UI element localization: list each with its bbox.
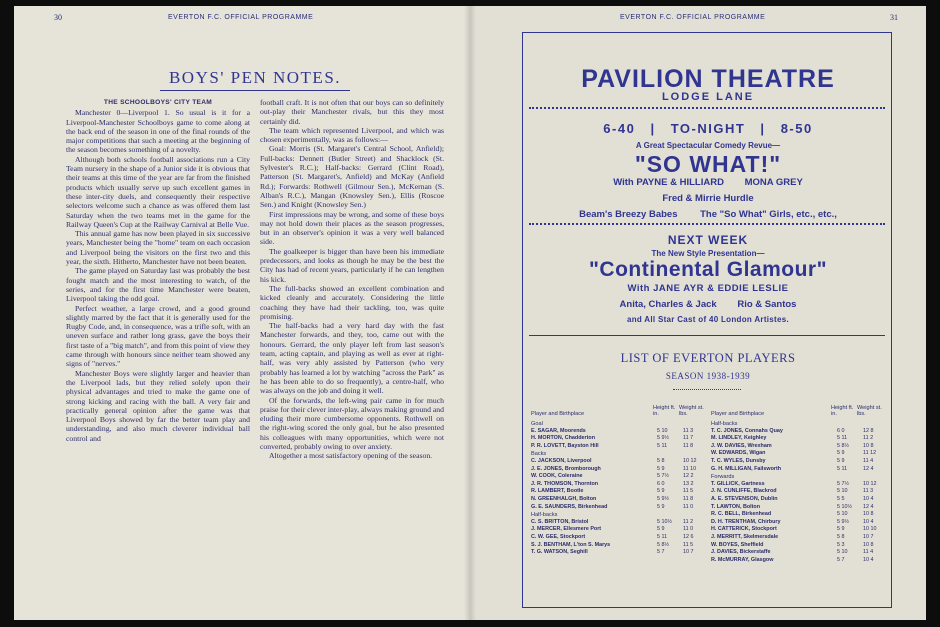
player-name: D. H. TRENTHAM, Chirbury	[711, 518, 781, 525]
player-row	[711, 458, 891, 465]
section-divider	[529, 335, 885, 336]
player-height: 5 7½	[837, 480, 849, 487]
player-name: W. EDWARDS, Wigan	[711, 450, 766, 457]
page-title: BOYS' PEN NOTES.	[168, 68, 342, 87]
show-title: "SO WHAT!"	[634, 151, 782, 177]
player-weight: 13 2	[683, 480, 694, 487]
player-weight: 11 7	[683, 435, 694, 442]
theatre-name: PAVILION THEATRE	[581, 65, 835, 93]
player-name: C. JACKSON, Liverpool	[531, 458, 592, 464]
player-weight: 11 0	[683, 526, 694, 533]
player-height: 5 10	[837, 488, 848, 495]
player-row	[711, 549, 891, 556]
player-height: 5 9½	[837, 518, 849, 525]
player-height: 5 10	[837, 511, 848, 518]
player-height: 5 9	[657, 503, 665, 510]
player-row	[531, 443, 711, 450]
position-group-label: Half-backs	[531, 512, 558, 519]
player-height: 5 5	[837, 496, 845, 502]
player-weight: 11 4	[863, 549, 874, 556]
col-header-weight-right: Weight st. lbs.	[857, 405, 882, 418]
col-header-player-right: Player and Birthplace	[711, 411, 765, 417]
player-row	[711, 557, 891, 564]
paragraph: Manchester Boys were slightly larger and heavier than the Liverpool lads, but they relied solely upon their physical advantages and tried to make the game one of strong kicking and racing with the ball. A very fair and practically general opinion after the game was that Liverpool Boys showed by far the better team play and understanding, and also much cleverer individual ball control and	[66, 368, 250, 443]
player-name: J. N. CUNLIFFE, Blackrod	[711, 488, 777, 495]
page-number-right: 31	[890, 13, 898, 22]
player-height: 5 7	[657, 549, 665, 556]
player-name: J. DAVIES, Bickerstaffe	[711, 549, 771, 556]
player-row	[531, 496, 711, 503]
player-weight: 11 5	[683, 541, 694, 548]
player-name: T. C. JONES, Connahs Quay	[711, 427, 783, 434]
player-weight: 10 8	[863, 511, 874, 518]
player-name: R. C. BELL, Birkenhead	[711, 511, 772, 518]
player-row	[531, 542, 711, 549]
showtime-late: 8-50	[780, 121, 813, 136]
article-column-2	[260, 98, 444, 461]
player-row	[531, 549, 711, 556]
page-number-left: 30	[54, 13, 62, 22]
player-row	[531, 458, 711, 465]
player-name: G. E. SAUNDERS, Birkenhead	[531, 503, 608, 510]
next-week-tagline: The New Style Presentation—	[651, 249, 765, 258]
paragraph: The game played on Saturday last was probably the best fought match and the most interesting to watch, of the series, and for the first time Manchester were beaten, Liverpool taking the odd goal.	[66, 266, 250, 304]
player-height: 5 9½	[657, 435, 669, 442]
cast-anita-charles-jack: Anita, Charles & Jack	[619, 299, 717, 310]
player-weight: 12 4	[863, 465, 874, 472]
player-height: 5 9	[837, 458, 845, 464]
paragraph: The full-backs showed an excellent combination and kicked cleanly and accurately. Considering the little coaching they have had their tackling, too, was quite promising.	[260, 283, 444, 321]
running-head-right: EVERTON F.C. OFFICIAL PROGRAMME	[620, 14, 766, 21]
player-height: 5 8½	[837, 442, 849, 449]
player-weight: 11 2	[683, 518, 694, 525]
player-name: E. SAGAR, Moorends	[531, 427, 586, 434]
player-height: 5 9	[837, 450, 845, 457]
next-cast-line-3: and All Star Cast of 40 London Artistes.	[626, 315, 790, 324]
player-name: T. G. WATSON, Seghill	[531, 549, 588, 556]
player-weight: 11 0	[683, 503, 694, 510]
revue-tagline: A Great Spectacular Comedy Revue—	[635, 141, 781, 150]
player-row	[531, 519, 711, 526]
player-name: R. LAMBERT, Bootle	[531, 488, 584, 495]
roster-left-column	[531, 420, 711, 600]
programme-spread	[14, 6, 926, 620]
col-header-height-left: Height ft. in.	[653, 405, 676, 418]
player-weight: 10 10	[863, 526, 877, 533]
player-height: 5 11	[837, 465, 848, 472]
player-name: W. COOK, Coleraine	[531, 473, 583, 480]
separator: |	[760, 121, 766, 136]
player-height: 5 7	[837, 556, 845, 563]
player-name: C. W. GEE, Stockport	[531, 534, 586, 540]
showtimes	[523, 121, 893, 136]
player-row	[531, 428, 711, 435]
cast-rio-santos: Rio & Santos	[737, 299, 797, 310]
player-row	[711, 481, 891, 488]
right-page	[470, 6, 926, 620]
player-weight: 11 5	[683, 488, 694, 495]
player-height: 5 11	[657, 534, 668, 540]
paragraph: Of the forwards, the left-wing pair came in for much praise for their clever inter-play, always making ground and eluding their more cumbersome opponents. Rothwell on the right-wing scored the only goal, but he also presented his colleagues with many opportunities, which were not converted, probably owing to over anxiety.	[260, 395, 444, 451]
player-name: P. R. LOVETT, Bayston Hill	[531, 442, 599, 449]
player-name: H. MORTON, Chadderton	[531, 435, 595, 442]
col-header-height-right: Height ft. in.	[831, 405, 854, 418]
player-weight: 11 10	[683, 465, 697, 472]
player-name: G. H. MILLIGAN, Failsworth	[711, 465, 782, 472]
paragraph: The team which represented Liverpool, and which was chosen experimentally, was as follows:—	[260, 125, 444, 145]
cast-payne-hilliard: With PAYNE & HILLIARD	[613, 177, 724, 188]
paragraph: Altogether a most satisfactory opening of the season.	[269, 451, 433, 461]
player-name: C. S. BRITTON, Bristol	[531, 518, 589, 525]
content-frame	[522, 32, 892, 608]
player-height: 5 10	[837, 549, 848, 556]
position-group-label: Goal	[531, 421, 543, 427]
left-page	[14, 6, 470, 620]
players-title: LIST OF EVERTON PLAYERS	[620, 351, 796, 365]
player-weight: 11 8	[683, 496, 694, 502]
player-row	[531, 534, 711, 541]
player-height: 6 0	[837, 427, 845, 434]
player-row	[711, 450, 891, 457]
dotted-rule	[529, 223, 885, 228]
paragraph: Goal: Morris (St. Margaret's Central School, Anfield); Full-backs: Dennett (Butler Street) and Shacklock (St. Sylvester's R.C.); Half-backs: Gerrard (Clint Road), Patterson (St. Margaret's, Anfield) and McKay (Anfield Rd.); Forwards: Rothwell (Gilmour Sen.), McKernan (S. Alban's R.C.), Mangan (Knowsley Sen.), Ellis (Roscoe Sen.) and Knight (Knowsley Sen.)	[260, 144, 444, 210]
next-cast-line-2	[523, 299, 893, 310]
player-height: 6 0	[657, 480, 665, 487]
player-weight: 12 6	[683, 534, 694, 540]
paragraph: This annual game has now been played in six successive years, Manchester being the "home" team on each occasion and Liverpool being the visitors on the first two and this year, the sixth. Hitherto, Manchester have not been beaten.	[66, 229, 250, 267]
player-weight: 11 3	[683, 427, 694, 434]
player-height: 5 9	[657, 488, 665, 495]
player-weight: 12 2	[683, 473, 694, 480]
page-gutter	[464, 6, 476, 620]
player-row	[531, 473, 711, 480]
position-group-label: Backs	[531, 451, 547, 458]
player-name: N. GREENHALGH, Bolton	[531, 496, 597, 502]
player-row	[711, 542, 891, 549]
player-name: A. E. STEVENSON, Dublin	[711, 496, 778, 502]
paragraph: Perfect weather, a large crowd, and a good ground slightly marred by the fact that it is generally used for the Rugby Code, and, in consequence, was a trifle soft, with an uneven surface and rather long grass, gave the boys their first taste of a "big match", and from this point of view they came through with honours since neither team showed any signs of "nerves."	[66, 303, 250, 369]
position-group-label: Half-backs	[711, 421, 738, 427]
player-row	[711, 443, 891, 450]
dotted-rule	[529, 107, 885, 112]
player-weight: 12 4	[863, 503, 874, 510]
player-weight: 10 7	[683, 549, 694, 556]
player-name: T. GILLICK, Gartness	[711, 480, 765, 487]
player-row	[711, 519, 891, 526]
col-header-player-left: Player and Birthplace	[531, 411, 585, 417]
position-group-label: Forwards	[711, 474, 735, 481]
player-height: 5 9	[837, 526, 845, 533]
player-weight: 11 8	[683, 442, 694, 449]
player-weight: 10 4	[863, 496, 874, 502]
cast-line-2: Fred & Mirrie Hurdle	[662, 193, 754, 204]
player-height: 5 8	[657, 458, 665, 464]
players-season: SEASON 1938-1939	[665, 371, 751, 381]
dotted-ornament	[673, 389, 741, 394]
player-height: 5 9	[657, 526, 665, 533]
player-name: M. LINDLEY, Keighley	[711, 435, 767, 442]
cast-line-3	[523, 209, 893, 220]
paragraph: First impressions may be wrong, and some of these boys may not hold down their places as the season progresses, but in an observer's opinion it was a very well balanced side.	[260, 209, 444, 247]
tonight-label: TO-NIGHT	[670, 121, 746, 136]
player-weight: 10 12	[683, 458, 697, 464]
player-row	[711, 488, 891, 495]
player-weight: 10 4	[863, 518, 874, 525]
cast-mona-grey: MONA GREY	[744, 177, 803, 188]
player-height: 5 10½	[837, 503, 852, 510]
cast-so-what-girls: The "So What" Girls, etc., etc.,	[700, 209, 837, 220]
player-name: T. LAWTON, Bolton	[711, 503, 761, 510]
player-height: 5 10	[657, 427, 668, 434]
player-row	[531, 466, 711, 473]
player-row	[711, 435, 891, 442]
paragraph: The goalkeeper is bigger than have been his immediate predecessors, and looks as though he may be the best the City has had of recent years, particularly if he can lengthen his kick.	[260, 246, 444, 284]
player-row	[711, 526, 891, 533]
player-name: J. W. DAVIES, Wrexham	[711, 442, 772, 449]
cast-line-1	[523, 177, 893, 188]
player-height: 5 8½	[657, 541, 669, 548]
player-name: J. E. JONES, Bromborough	[531, 465, 601, 472]
player-name: J. MERRITT, Skelmersdale	[711, 534, 779, 540]
player-height: 5 8	[837, 534, 845, 540]
next-cast-line-1: With JANE AYR & EDDIE LESLIE	[627, 283, 789, 294]
player-height: 5 3	[837, 541, 845, 548]
player-name: J. MERCER, Ellesmere Port	[531, 526, 602, 533]
player-height: 5 11	[837, 435, 848, 442]
article-column-1	[66, 98, 250, 443]
roster-right-column	[711, 420, 891, 600]
player-row	[711, 534, 891, 541]
paragraph: Manchester 0—Liverpool 1. So usual is it for a Liverpool-Manchester Schoolboys game to come along at the back end of the season in one of the final rounds of the major competitions that such a meeting at the beginning of the season becomes something of a novelty.	[66, 108, 250, 155]
player-weight: 10 12	[863, 480, 877, 487]
player-row	[531, 504, 711, 511]
player-row	[531, 481, 711, 488]
paragraph: The half-backs had a very hard day with the fast Manchester forwards, and they, too, came out with the honours. Gerrard, the only player left from last season's team, acting captain, and playing as well as ever at right-half, was very ably assisted by Patterson (who very probably has learned a lot by watching "across the Park" as he has been able to do so frequently), a centre-half, who was always on the job and doing it well.	[260, 321, 444, 396]
player-row	[711, 496, 891, 503]
player-name: W. BOYES, Sheffield	[711, 541, 764, 548]
player-weight: 11 2	[863, 435, 874, 442]
player-name: H. CATTERICK, Stockport	[711, 526, 777, 533]
player-row	[711, 511, 891, 518]
title-rule	[160, 90, 350, 91]
player-name: R. McMURRAY, Glasgow	[711, 556, 774, 563]
player-row	[531, 526, 711, 533]
player-weight: 10 8	[863, 541, 874, 548]
player-height: 5 11	[657, 442, 668, 449]
player-weight: 12 8	[863, 427, 874, 434]
cast-beams-babes: Beam's Breezy Babes	[579, 209, 678, 220]
player-height: 5 10½	[657, 518, 672, 525]
player-height: 5 7½	[657, 473, 669, 480]
next-show-title: "Continental Glamour"	[588, 258, 828, 281]
separator: |	[650, 121, 656, 136]
player-height: 5 9	[657, 465, 665, 472]
player-height: 5 9½	[657, 496, 669, 502]
player-weight: 11 4	[863, 458, 874, 464]
col-header-weight-left: Weight st. lbs.	[679, 405, 704, 418]
player-row	[711, 504, 891, 511]
player-name: J. R. THOMSON, Thornton	[531, 480, 599, 487]
player-weight: 10 7	[863, 534, 874, 540]
player-row	[711, 466, 891, 473]
paragraph: football craft. It is not often that our boys can so definitely out-play their Manchester rivals, but this they most certainly did.	[260, 98, 444, 126]
player-weight: 10 8	[863, 442, 874, 449]
player-row	[531, 435, 711, 442]
showtime-early: 6-40	[603, 121, 636, 136]
player-weight: 11 3	[863, 488, 874, 495]
player-row	[711, 428, 891, 435]
player-row	[531, 488, 711, 495]
theatre-location: LODGE LANE	[661, 91, 755, 103]
player-weight: 10 4	[863, 556, 874, 563]
next-week-heading: NEXT WEEK	[667, 233, 749, 247]
article-subhead: THE SCHOOLBOYS' CITY TEAM	[103, 99, 213, 106]
player-name: S. J. BENTHAM, L'ton S. Marys	[531, 541, 611, 548]
player-weight: 11 12	[863, 450, 877, 457]
paragraph: Although both schools football associations run a City Team nursery in the shape of a Junior side it is obvious that their teams at this time of the year are far from the finished products which usually serve up such excellent games in these inter-city duels, and consequently their respective selectors welcome such a chance as was offered them last Saturday when the two teams met in the game for the Railway Queen's Cup at the Railway Carnival at Belle Vue.	[66, 154, 250, 229]
running-head-left: EVERTON F.C. OFFICIAL PROGRAMME	[168, 14, 314, 21]
player-name: T. C. WYLES, Dunsby	[711, 458, 766, 464]
